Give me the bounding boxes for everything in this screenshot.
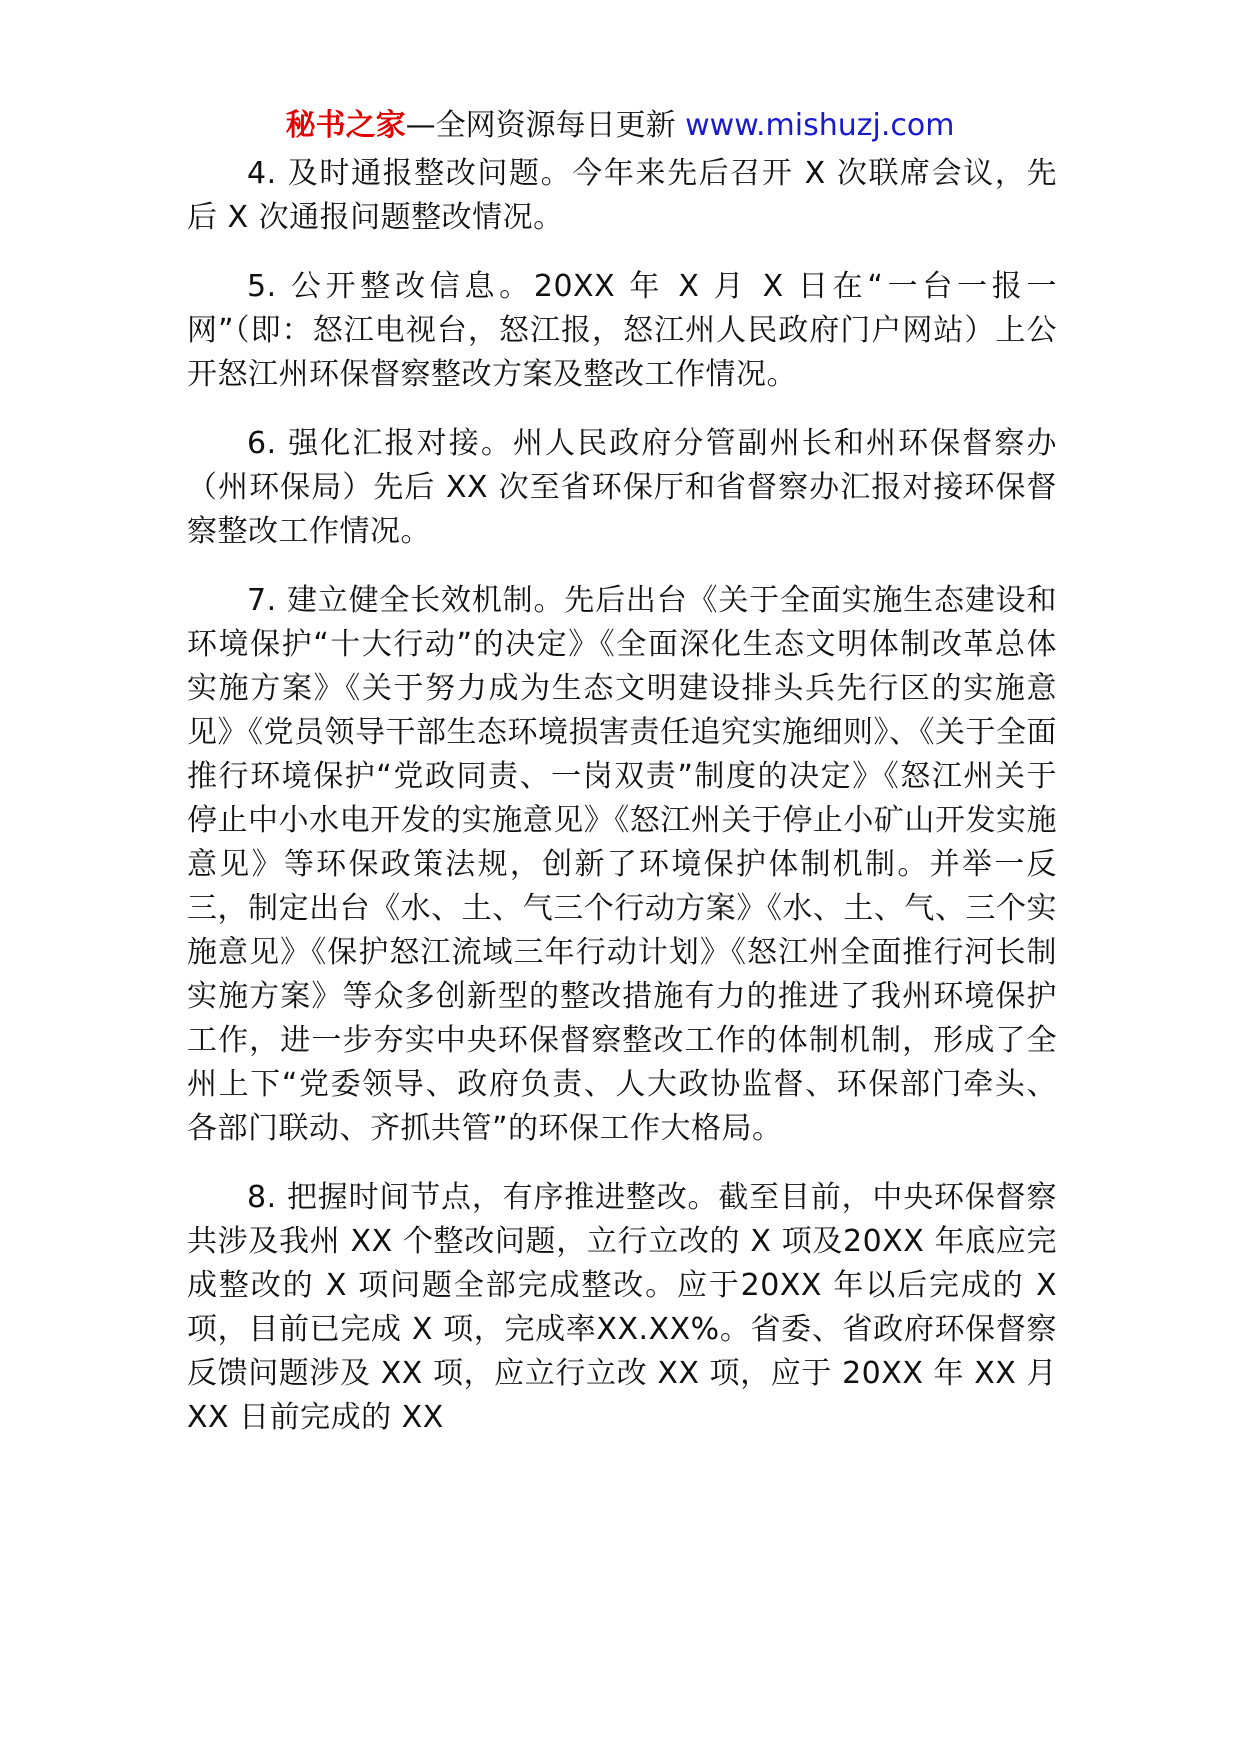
paragraph-7: 7. 建立健全长效机制。先后出台《关于全面实施生态建设和环境保护“十大行动”的决定》《全面深化生态文明体制改革总体实施方案》《关于努力成为生态文明建设排头兵先行区的实施意见》《党员领导干部生态环境损害责任追究实施细则》、《关于全面推行环境保护“党政同责、一岗双责”制度的决定》《怒江州关于停止中小水电开发的实施意见》《怒江州关于停止小矿山开发实施意见》等环保政策法规，创新了环境保护体制机制。并举一反三，制定出台《水、土、气三个行动方案》《水、土、气、三个实施意见》《保护怒江流域三年行动计划》《怒江州全面推行河长制实施方案》等众多创新型的整改措施有力的推进了我州环境保护工作，进一步夯实中央环保督察整改工作的体制机制，形成了全州上下“党委领导、政府负责、人大政协监督、环保部门牵头、各部门联动、齐抓共管”的环保工作大格局。 <box>187 583 1057 1146</box>
paragraph-6: 6. 强化汇报对接。州人民政府分管副州长和州环保督察办（州环保局）先后 XX 次至省环保厅和省督察办汇报对接环保督察整改工作情况。 <box>187 426 1057 549</box>
paragraph-4: 4. 及时通报整改问题。今年来先后召开 X 次联席会议，先后 X 次通报问题整改情况。 <box>187 156 1057 235</box>
site-header <box>0 106 1240 146</box>
paragraph-5: 5. 公开整改信息。20XX 年 X 月 X 日在“一台一报一网”（即：怒江电视台，怒江报，怒江州人民政府门户网站）上公开怒江州环保督察整改方案及整改工作情况。 <box>187 269 1057 392</box>
site-url-link[interactable]: www.mishuzj.com <box>685 108 955 143</box>
document-body <box>187 152 1057 1465</box>
paragraph-8: 8. 把握时间节点，有序推进整改。截至目前，中央环保督察共涉及我州 XX 个整改问题，立行立改的 X 项及20XX 年底应完成整改的 X 项问题全部完成整改。应于20XX 年以后完成的 X 项，目前已完成 X 项，完成率XX.XX%。省委、省政府环保督察反馈问题涉及 XX 项，应立行立改 XX 项，应于 20XX 年 XX 月 XX 日前完成的 XX <box>187 1180 1057 1435</box>
site-tagline: —全网资源每日更新 <box>405 108 686 143</box>
site-brand-name: 秘书之家 <box>285 108 406 143</box>
